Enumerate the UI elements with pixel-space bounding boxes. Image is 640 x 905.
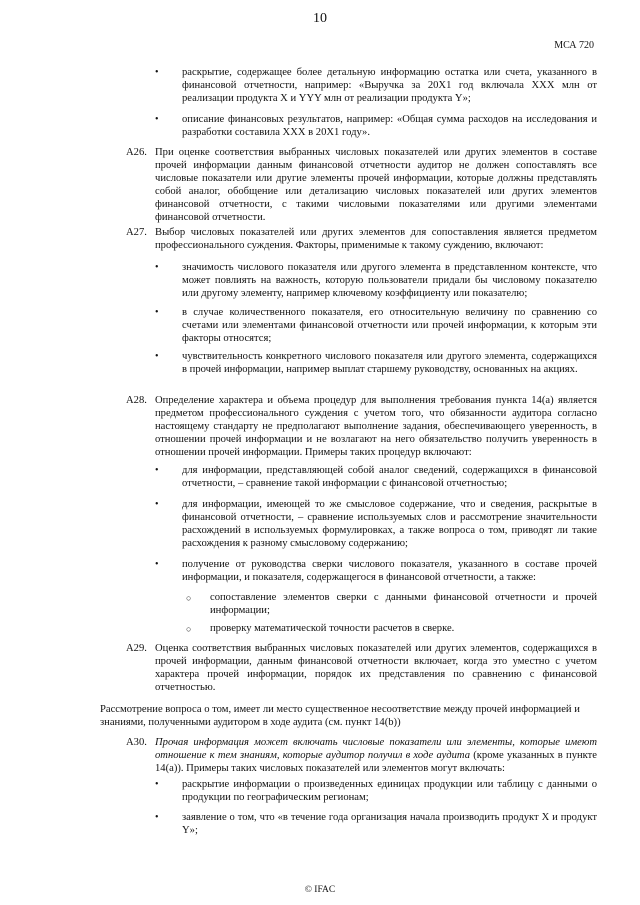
paragraph-a29: Оценка соответствия выбранных числовых показателей или других элементов, содержащихся в прочей информации, данным финансовой отчетности включает, когда это уместно с учетом характера прочей информации, порядок их представления по сравнению с финансовой отчетностью.	[155, 643, 597, 693]
paragraph-number-a29: A29.	[126, 643, 147, 654]
bullet-icon: •	[155, 812, 159, 823]
list-item: раскрытие информации о произведенных единицах продукции или таблицу с данными о продукции по географическим регионам;	[182, 779, 597, 803]
list-item: заявление о том, что «в течение года организация начала производить продукт X и продукт Y»;	[182, 812, 597, 836]
sub-list-item: проверку математической точности расчетов в сверке.	[210, 623, 455, 634]
circle-bullet-icon: ○	[186, 624, 192, 634]
bullet-icon: •	[155, 307, 159, 318]
paragraph-a30	[155, 737, 597, 776]
sub-list-item: сопоставление элементов сверки с данными финансовой отчетности и прочей информации;	[210, 592, 597, 616]
list-item: в случае количественного показателя, его относительную величину по сравнению со счетами или элементами финансовой отчетности или прочей информации, к которым эти факторы относятся;	[182, 307, 597, 344]
list-item: для информации, представляющей собой аналог сведений, содержащихся в финансовой отчетности, – сравнение такой информации с финансовой отчетностью;	[182, 465, 597, 489]
bullet-icon: •	[155, 67, 159, 78]
bullet-icon: •	[155, 262, 159, 273]
paragraph-a27: Выбор числовых показателей или других элементов для сопоставления является предметом профессионального суждения. Факторы, применимые к такому суждению, включают:	[155, 227, 597, 251]
page-number: 10	[313, 11, 327, 26]
list-item: значимость числового показателя или другого элемента в представленном контексте, что может повлиять на важность, которую пользователи придали бы числовому показателю или другому элементу, например ключевому коэффициенту или показателю;	[182, 262, 597, 299]
paragraph-number-a27: A27.	[126, 227, 147, 238]
paragraph-number-a30: A30.	[126, 737, 147, 748]
section-heading: Рассмотрение вопроса о том, имеет ли место существенное несоответствие между прочей информацией и знаниями, полученными аудитором в ходе аудита (см. пункт 14(b))	[100, 704, 580, 728]
bullet-icon: •	[155, 499, 159, 510]
bullet-icon: •	[155, 559, 159, 570]
footer-copyright: © IFAC	[304, 885, 336, 895]
paragraph-number-a28: A28.	[126, 395, 147, 406]
list-item: для информации, имеющей то же смысловое содержание, что и сведения, раскрытые в финансовой отчетности, – сравнение используемых слов и рассмотрение значительности расхождений в используемых формулировках, а также вопроса о том, приводят ли такие расхождения к разному смысловому содержанию;	[182, 499, 597, 549]
list-item: раскрытие, содержащее более детальную информацию остатка или счета, указанного в финансовой отчетности, например: «Выручка за 20X1 год включала XXX млн от реализации продукта X и YYY млн от реализации продукта Y»;	[182, 67, 597, 104]
bullet-icon: •	[155, 779, 159, 790]
list-item: чувствительность конкретного числового показателя или другого элемента, содержащихся в прочей информации, например выплат старшему руководству, основанных на акциях.	[182, 351, 597, 375]
italic-text: Прочая информация может включать числовые показатели или элементы, которые имеют отношение к тем знаниям, которые аудитор получил в ходе аудита	[155, 737, 597, 761]
paragraph-a28: Определение характера и объема процедур для выполнения требования пункта 14(а) является предметом профессионального суждения с учетом того, что обязанности аудитора согласно настоящему стандарту не предполагают выполнение задания, обеспечивающего уверенность, в отношении прочей информации и не возлагают на него обязательство получить уверенность в отношении прочей информации. Примеры таких процедур включают:	[155, 395, 597, 458]
list-item: описание финансовых результатов, например: «Общая сумма расходов на исследования и разработки составила XXX в 20X1 году».	[182, 114, 597, 138]
bullet-icon: •	[155, 351, 159, 362]
paragraph-number-a26: A26.	[126, 147, 147, 158]
list-item: получение от руководства сверки числового показателя, указанного в составе прочей информации, и показателя, содержащегося в финансовой отчетности, а также:	[182, 559, 597, 583]
paragraph-a26: При оценке соответствия выбранных числовых показателей или других элементов в составе прочей информации данным финансовой отчетности аудитор не должен сопоставлять все числовые показатели или другие элементы прочей информации, которые должны представлять собой аналог, обобщение или детализацию числовых показателей или других элементов финансовой отчетности, с такими числовыми показателями или другими элементами финансовой отчетности.	[155, 147, 597, 223]
body-text: (кроме указанных в пункте 14(а)). Примеры таких числовых показателей или элементов могут включать:	[155, 749, 598, 774]
bullet-icon: •	[155, 465, 159, 476]
document-code: МСА 720	[554, 40, 594, 51]
bullet-icon: •	[155, 114, 159, 125]
circle-bullet-icon: ○	[186, 593, 192, 603]
